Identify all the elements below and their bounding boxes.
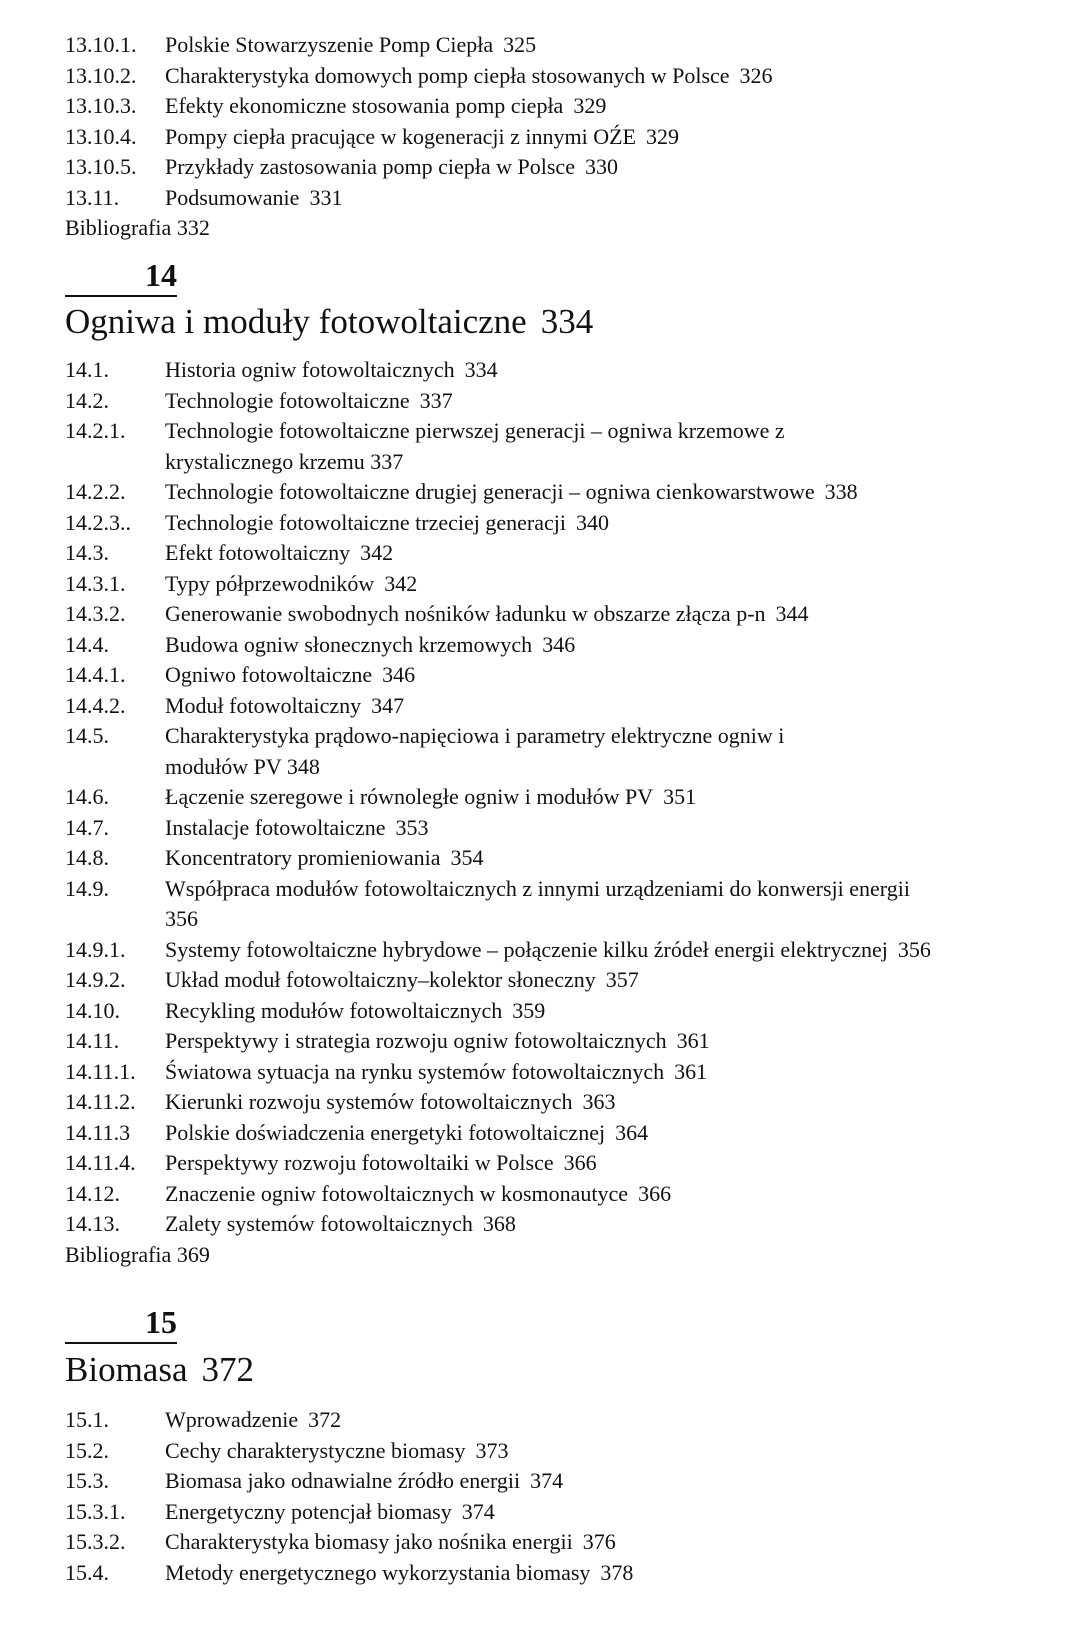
entry-title: Cechy charakterystyczne biomasy: [165, 1437, 466, 1463]
toc-entry: [65, 1527, 1065, 1558]
entry-title: Technologie fotowoltaiczne: [165, 387, 410, 413]
entry-title: Systemy fotowoltaiczne hybrydowe – połączenie kilku źródeł energii elektrycznej: [165, 936, 888, 962]
entry-page: 325: [503, 32, 537, 57]
entry-page: 361: [674, 1058, 708, 1084]
entry-title: Zalety systemów fotowoltaicznych: [165, 1211, 473, 1236]
entry-page: 368: [482, 1211, 516, 1236]
toc-entry: [65, 1057, 1065, 1088]
entry-page: 363: [582, 1089, 616, 1114]
entry-title: Perspektywy rozwoju fotowoltaiki w Polsce: [165, 1150, 554, 1175]
entry-number: 14.7.: [65, 814, 109, 840]
entry-number: 14.9.2.: [65, 967, 126, 992]
entry-title: Perspektywy i strategia rozwoju ogniw fotowoltaicznych: [165, 1028, 667, 1053]
entry-number: 14.11.2.: [65, 1089, 136, 1114]
entry-page: 346: [542, 631, 576, 657]
toc-entry: [65, 1466, 1065, 1497]
toc-entry: [65, 1497, 1065, 1528]
entry-title: Kierunki rozwoju systemów fotowoltaicznych: [165, 1089, 573, 1114]
chapter-page: 334: [540, 302, 594, 341]
entry-page: 342: [384, 570, 418, 596]
entry-page: 348: [286, 753, 320, 779]
entry-page: 342: [360, 540, 394, 565]
entry-page: 331: [309, 184, 343, 210]
entry-number: 13.10.3.: [65, 93, 137, 118]
entry-title: Światowa sytuacja na rynku systemów fotowoltaicznych: [165, 1058, 665, 1084]
entry-number: 14.11.: [65, 1028, 120, 1053]
entry-number: 14.3.1.: [65, 570, 126, 596]
toc-entry: [65, 1026, 1065, 1057]
entry-title: Typy półprzewodników: [165, 570, 375, 596]
entry-page: 356: [165, 906, 198, 931]
toc-entry: [65, 996, 1065, 1027]
entry-number: 13.10.1.: [65, 32, 137, 57]
toc-entry: [65, 660, 1065, 691]
toc-entry: [65, 1179, 1065, 1210]
entry-page: 366: [563, 1150, 597, 1175]
toc-entry: [65, 874, 1065, 935]
toc-entry: [65, 416, 1065, 477]
entry-page: 364: [615, 1119, 649, 1145]
entry-number: 15.4.: [65, 1559, 109, 1585]
entry-number: 14.11.3: [65, 1119, 131, 1145]
toc-entry: [65, 965, 1065, 996]
chapter-page: 372: [201, 1350, 254, 1389]
entry-page: 373: [475, 1437, 509, 1463]
entry-title: Generowanie swobodnych nośników ładunku w obszarze złącza p-n: [165, 601, 766, 626]
entry-page: 326: [739, 62, 773, 88]
entry-page: 361: [676, 1028, 710, 1053]
chapter-title: [65, 1348, 254, 1392]
entry-page: 359: [512, 997, 546, 1023]
entry-title: Moduł fotowoltaiczny: [165, 692, 362, 718]
entry-number: 14.4.1.: [65, 662, 126, 687]
entry-number: 14.4.2.: [65, 692, 126, 718]
entry-page: 357: [605, 967, 639, 992]
entry-page: 329: [573, 93, 607, 118]
entry-page: 344: [775, 601, 809, 626]
entry-title: Charakterystyka biomasy jako nośnika energii: [165, 1529, 573, 1554]
toc-entry: [65, 843, 1065, 874]
entry-number: 14.3.: [65, 540, 109, 565]
toc-entry: [65, 599, 1065, 630]
chapter-title-text: Ogniwa i moduły fotowoltaiczne: [65, 302, 527, 341]
entry-title: Technologie fotowoltaiczne trzeciej generacji: [165, 509, 566, 535]
entry-title-wrapped: [165, 416, 865, 477]
bibliography-label: Bibliografia: [65, 1241, 172, 1267]
entry-page: 334: [464, 357, 498, 382]
entry-title: Efekt fotowoltaiczny: [165, 540, 351, 565]
entry-page: 329: [646, 123, 679, 149]
entry-page: 366: [638, 1180, 672, 1206]
entry-title: Łączenie szeregowe i równoległe ogniw i modułów PV: [165, 784, 654, 809]
toc-entry: [65, 1148, 1065, 1179]
toc-entry: [65, 183, 1065, 214]
toc-entry: [65, 477, 1065, 508]
chapter-14-entries: [65, 355, 1065, 1270]
entry-number: 14.6.: [65, 784, 109, 809]
entry-title: Ogniwo fotowoltaiczne: [165, 662, 373, 687]
entry-page: 351: [663, 784, 697, 809]
entry-page: 378: [600, 1559, 634, 1585]
toc-entry: [65, 91, 1065, 122]
chapter-15-entries: [65, 1405, 1065, 1588]
entry-number: 14.2.3..: [65, 509, 131, 535]
entry-number: 15.3.2.: [65, 1529, 126, 1554]
entry-number: 14.2.: [65, 387, 109, 413]
toc-entry: [65, 355, 1065, 386]
entry-title: Efekty ekonomiczne stosowania pomp ciepła: [165, 93, 564, 118]
entry-title: Znaczenie ogniw fotowoltaicznych w kosmonautyce: [165, 1180, 629, 1206]
entry-number: 14.13.: [65, 1211, 120, 1236]
entry-page: 338: [824, 479, 858, 504]
chapter-number: 14: [65, 255, 177, 297]
entry-number: 14.8.: [65, 845, 109, 870]
entry-number: 14.12.: [65, 1180, 120, 1206]
toc-entry: [65, 30, 1065, 61]
chapter-number: 15: [65, 1302, 177, 1344]
entry-page: 374: [530, 1468, 564, 1493]
entry-title: Polskie Stowarzyszenie Pomp Ciepła: [165, 32, 494, 57]
toc-entry: [65, 569, 1065, 600]
entry-title: Pompy ciepła pracujące w kogeneracji z innymi OŹE: [165, 123, 636, 149]
bibliography-entry: [65, 213, 1065, 244]
entry-title: Technologie fotowoltaiczne drugiej generacji – ogniwa cienkowarstwowe: [165, 479, 815, 504]
entry-title-wrapped: [165, 721, 865, 782]
entry-title-wrapped: [165, 874, 945, 935]
entry-number: 14.11.4.: [65, 1150, 136, 1175]
entry-number: 13.10.4.: [65, 123, 137, 149]
entry-title: Biomasa jako odnawialne źródło energii: [165, 1468, 521, 1493]
entry-title: Koncentratory promieniowania: [165, 845, 441, 870]
entry-title: Wprowadzenie: [165, 1407, 299, 1432]
entry-page: 356: [897, 936, 931, 962]
entry-title: Współpraca modułów fotowoltaicznych z innymi urządzeniami do konwersji energii: [165, 875, 910, 901]
entry-number: 15.1.: [65, 1407, 109, 1432]
toc-entry: [65, 935, 1065, 966]
entry-title: Przykłady zastosowania pomp ciepła w Polsce: [165, 154, 575, 179]
entry-page: 347: [371, 692, 405, 718]
entry-title: Budowa ogniw słonecznych krzemowych: [165, 631, 533, 657]
toc-entry: [65, 1118, 1065, 1149]
entry-number: 14.4.: [65, 631, 109, 657]
entry-page: 340: [575, 509, 609, 535]
entry-page: 354: [450, 845, 484, 870]
entry-number: 14.1.: [65, 357, 109, 382]
chapter-title-text: Biomasa: [65, 1350, 188, 1389]
bibliography-page: 332: [176, 215, 210, 240]
entry-number: 13.10.5.: [65, 154, 137, 179]
entry-number: 15.3.: [65, 1468, 109, 1493]
toc-entry: [65, 630, 1065, 661]
entry-number: 14.9.: [65, 875, 109, 901]
entry-page: 376: [582, 1529, 616, 1554]
section-13-tail: [65, 30, 1065, 244]
bibliography-entry: [65, 1240, 1065, 1271]
toc-entry: [65, 538, 1065, 569]
toc-entry: [65, 1405, 1065, 1436]
toc-entry: [65, 61, 1065, 92]
entry-title: Instalacje fotowoltaiczne: [165, 814, 386, 840]
entry-title: Charakterystyka domowych pomp ciepła stosowanych w Polsce: [165, 62, 730, 88]
entry-page: 337: [370, 448, 404, 474]
entry-title: Układ moduł fotowoltaiczny–kolektor słoneczny: [165, 967, 596, 992]
entry-title: Technologie fotowoltaiczne pierwszej generacji – ogniwa krzemowe z krystalicznego krzemu: [165, 418, 785, 474]
entry-number: 15.2.: [65, 1437, 109, 1463]
toc-entry: [65, 122, 1065, 153]
entry-title: Recykling modułów fotowoltaicznych: [165, 997, 503, 1023]
entry-title: Polskie doświadczenia energetyki fotowoltaicznej: [165, 1119, 606, 1145]
entry-number: 14.5.: [65, 723, 109, 748]
toc-entry: [65, 813, 1065, 844]
entry-page: 374: [461, 1498, 495, 1524]
entry-page: 330: [584, 154, 618, 179]
entry-page: 346: [382, 662, 416, 687]
entry-title: Podsumowanie: [165, 184, 300, 210]
toc-entry: [65, 721, 1065, 782]
chapter-title: [65, 300, 593, 344]
entry-page: 372: [308, 1407, 342, 1432]
toc-entry: [65, 152, 1065, 183]
entry-number: 14.3.2.: [65, 601, 126, 626]
entry-number: 14.10.: [65, 997, 120, 1023]
toc-entry: [65, 782, 1065, 813]
toc-entry: [65, 1436, 1065, 1467]
entry-number: 14.2.1.: [65, 418, 126, 443]
toc-entry: [65, 1209, 1065, 1240]
toc-entry: [65, 1087, 1065, 1118]
toc-entry: [65, 1558, 1065, 1589]
entry-number: 15.3.1.: [65, 1498, 126, 1524]
entry-number: 14.11.1.: [65, 1058, 136, 1084]
bibliography-label: Bibliografia: [65, 215, 172, 240]
toc-entry: [65, 508, 1065, 539]
entry-title: Charakterystyka prądowo-napięciowa i parametry elektryczne ogniw i modułów PV: [165, 723, 785, 779]
entry-title: Historia ogniw fotowoltaicznych: [165, 357, 455, 382]
entry-page: 353: [395, 814, 429, 840]
entry-number: 13.11.: [65, 184, 120, 210]
bibliography-page: 369: [176, 1241, 210, 1267]
entry-number: 14.9.1.: [65, 936, 126, 962]
entry-title: Metody energetycznego wykorzystania biomasy: [165, 1559, 591, 1585]
entry-title: Energetyczny potencjał biomasy: [165, 1498, 452, 1524]
toc-entry: [65, 386, 1065, 417]
entry-number: 14.2.2.: [65, 479, 126, 504]
toc-entry: [65, 691, 1065, 722]
entry-page: 337: [419, 387, 453, 413]
entry-number: 13.10.2.: [65, 62, 137, 88]
